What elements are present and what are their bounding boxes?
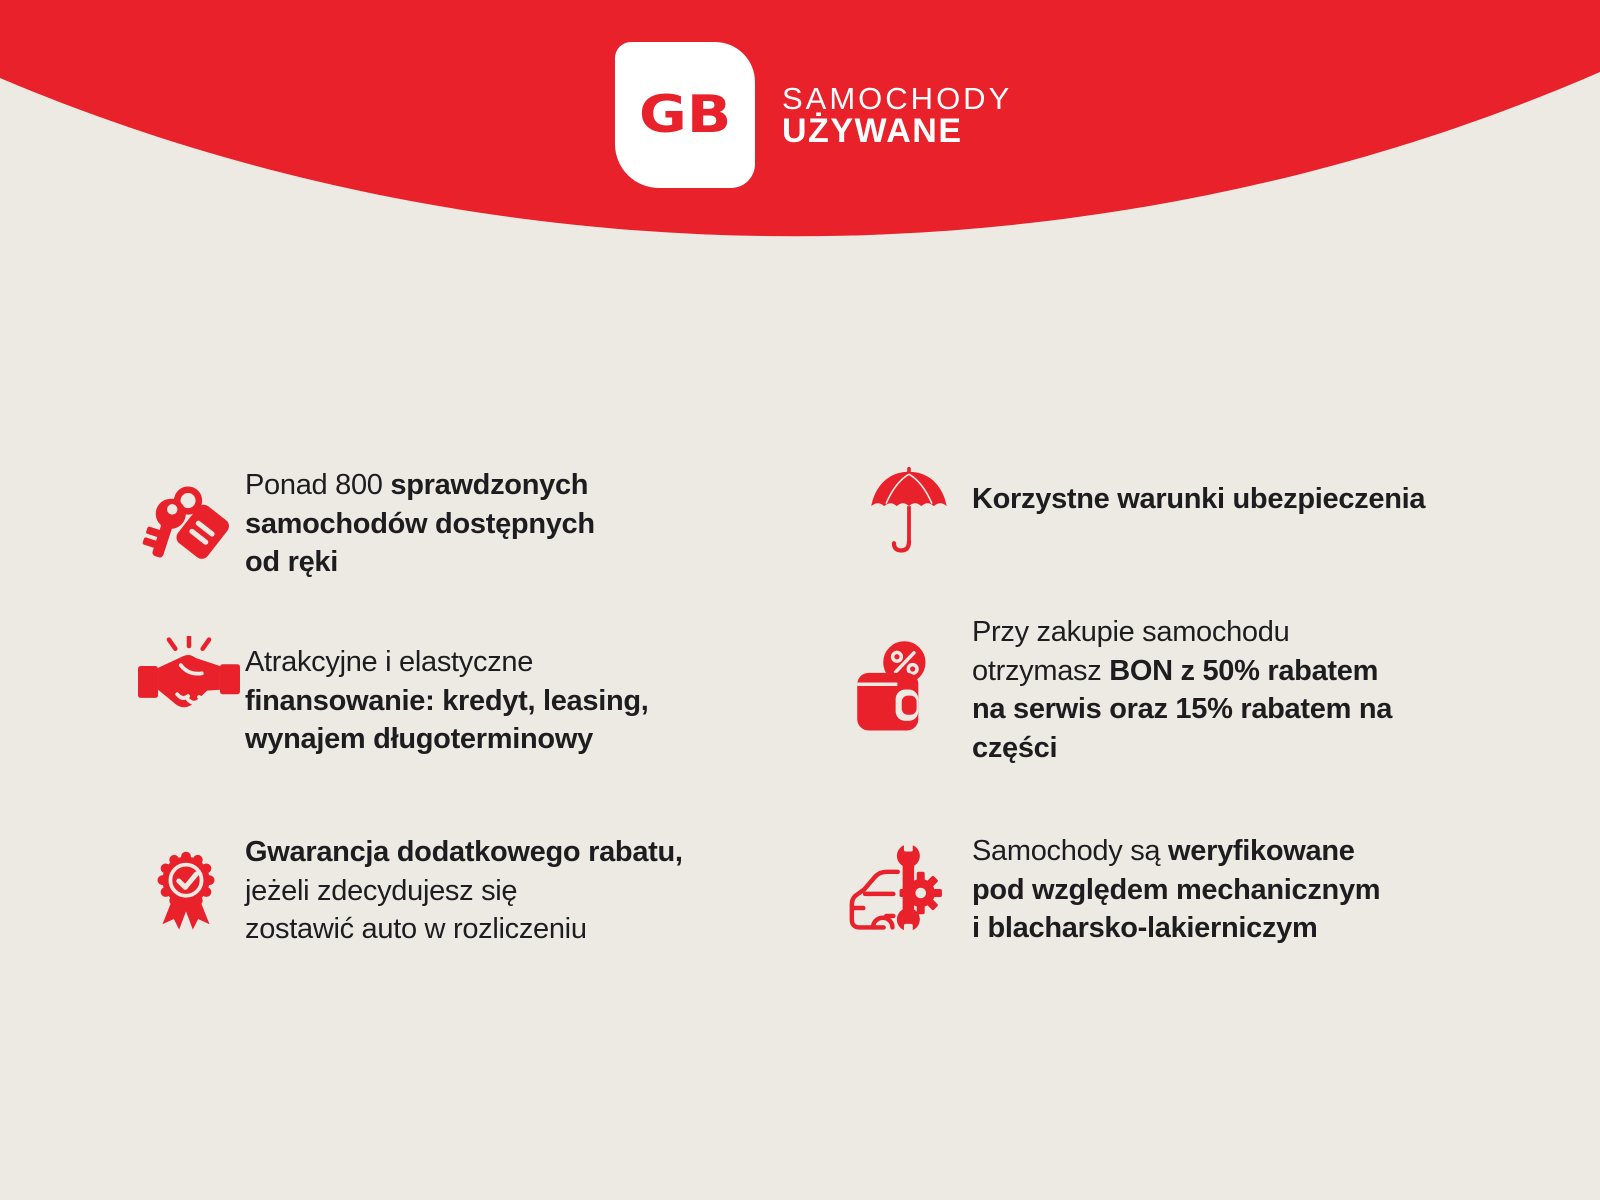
brand-line-uzywane: UŻYWANE: [782, 112, 963, 150]
text-segment: zostawić auto w rozliczeniu: [245, 913, 587, 945]
brand-lockup: [782, 83, 1012, 148]
text-line: [972, 480, 1492, 519]
text-line: [245, 543, 715, 582]
text-line: [972, 652, 1472, 691]
feature-guarantee-text: [245, 833, 785, 949]
handshake-icon: [138, 636, 240, 720]
text-line: [245, 833, 785, 872]
text-segment-bold: na serwis oraz 15% rabatem na: [972, 693, 1393, 725]
text-segment: otrzymasz: [972, 654, 1110, 687]
feature-financing-text: [245, 643, 745, 759]
gb-logo-text: GB: [638, 85, 732, 145]
brand-line-samochody: SAMOCHODY: [782, 81, 1013, 116]
text-line: [245, 872, 785, 911]
text-line: [972, 909, 1482, 948]
text-segment: jeżeli zdecydujesz się: [245, 874, 518, 907]
text-segment: Samochody są: [972, 835, 1168, 867]
umbrella-icon: [868, 466, 950, 556]
text-segment-bold: części: [972, 731, 1058, 764]
text-line: [972, 832, 1482, 871]
feature-verification-text: [972, 832, 1482, 948]
guarantee-badge-icon: [148, 846, 224, 933]
text-line: [245, 643, 745, 682]
text-segment-bold: Korzystne warunki ubezpieczenia: [972, 483, 1426, 515]
text-segment-bold: finansowanie: kredyt, leasing,: [245, 684, 649, 717]
text-line: [245, 682, 745, 721]
car-service-icon: [843, 840, 949, 937]
feature-voucher-text: [972, 613, 1472, 767]
text-line: [245, 505, 715, 544]
wallet-discount-icon: [852, 638, 948, 736]
text-line: [972, 690, 1472, 729]
text-segment-bold: wynajem długoterminowy: [245, 723, 593, 755]
feature-insurance-text: [972, 480, 1492, 519]
text-segment: Przy zakupie samochodu: [972, 616, 1290, 648]
feature-inventory-text: [245, 466, 715, 582]
text-segment: Atrakcyjne i elastyczne: [245, 646, 534, 678]
text-line: [245, 720, 745, 759]
text-segment-bold: pod względem mechanicznym: [972, 873, 1381, 906]
text-segment-bold: i blacharsko-lakierniczym: [972, 912, 1318, 944]
text-segment-bold: sprawdzonych: [390, 469, 589, 501]
text-line: [972, 729, 1472, 768]
text-segment: Ponad 800: [245, 469, 391, 501]
text-segment-bold: Gwarancja dodatkowego rabatu,: [245, 836, 683, 868]
car-keys-icon: [142, 478, 236, 572]
text-line: [245, 910, 785, 949]
text-line: [972, 871, 1482, 910]
header-curve-background: [0, 0, 1600, 300]
text-segment-bold: BON z 50% rabatem: [1109, 654, 1379, 687]
gb-logo: [615, 42, 755, 188]
text-segment-bold: od ręki: [245, 546, 338, 578]
text-line: [972, 613, 1472, 652]
text-line: [245, 466, 715, 505]
text-segment-bold: weryfikowane: [1168, 835, 1355, 867]
text-segment-bold: samochodów dostępnych: [245, 507, 595, 540]
